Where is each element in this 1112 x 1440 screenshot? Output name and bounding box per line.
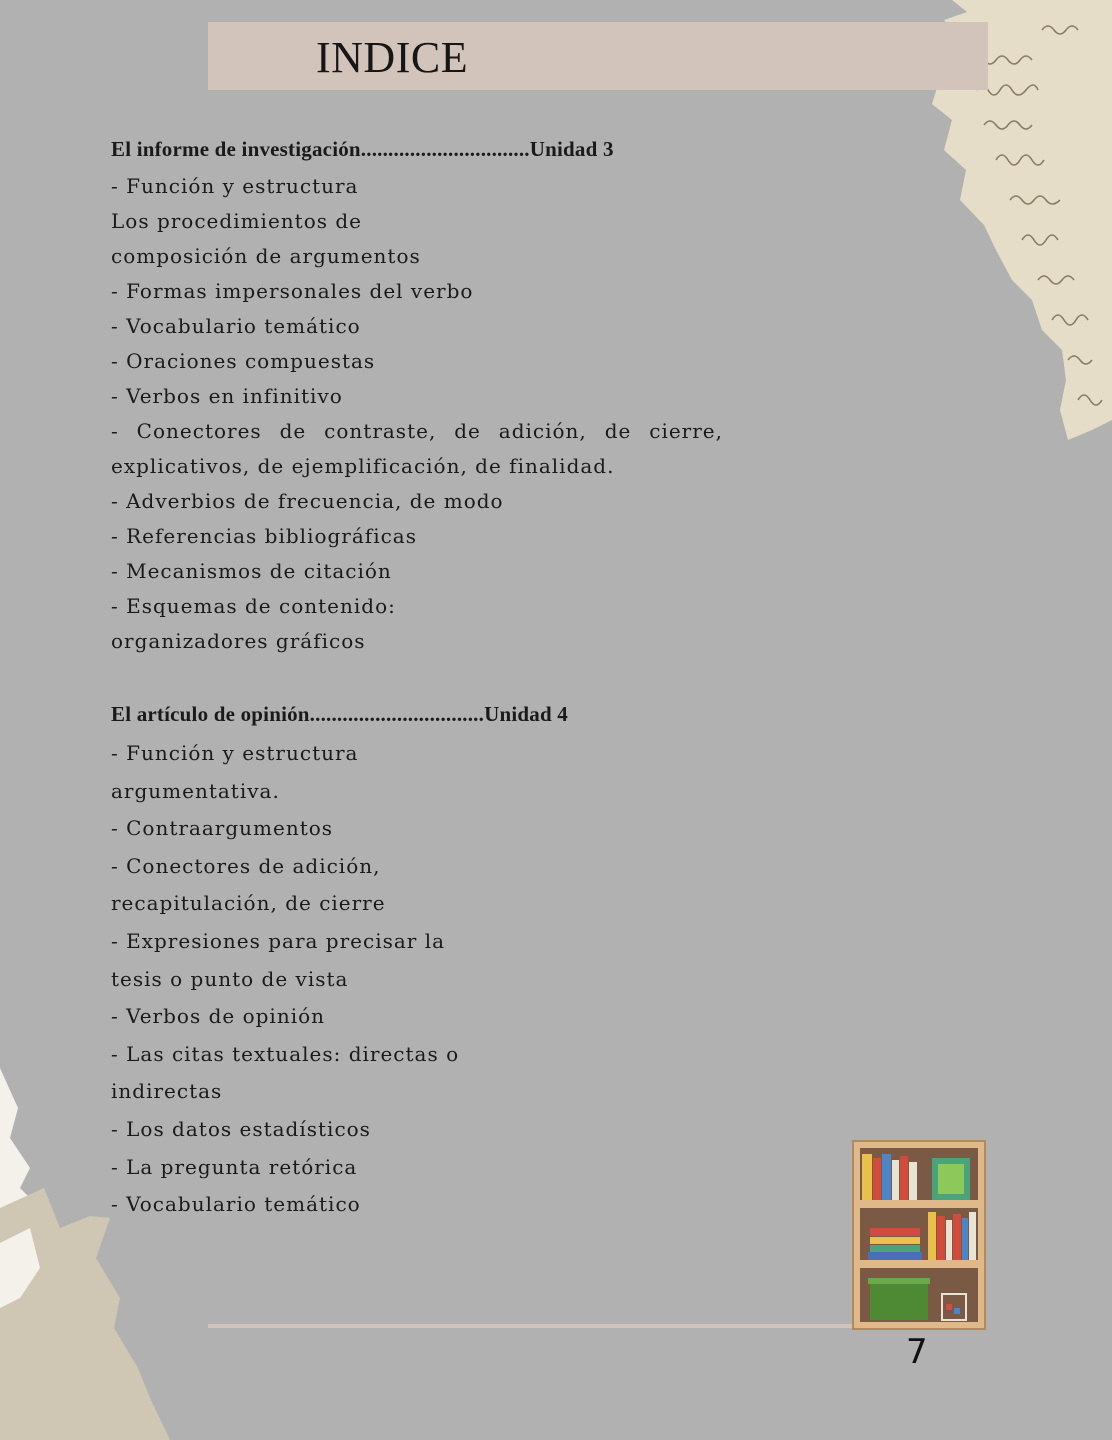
list-item: - Esquemas de contenido: bbox=[111, 594, 396, 618]
list-item: - Vocabulario temático bbox=[111, 314, 361, 338]
list-item: - Verbos de opinión bbox=[111, 1004, 326, 1029]
list-item: - Adverbios de frecuencia, de modo bbox=[111, 489, 504, 513]
list-item: Los procedimientos de bbox=[111, 209, 362, 233]
section-heading: El artículo de opinión................................Unidad 4 bbox=[111, 702, 568, 726]
list-item: - Conectores de adición, bbox=[111, 853, 381, 878]
list-item: composición de argumentos bbox=[111, 244, 421, 268]
list-item: - Las citas textuales: directas o bbox=[111, 1041, 460, 1066]
index-content bbox=[111, 134, 723, 1224]
list-item: - Mecanismos de citación bbox=[111, 559, 392, 583]
list-item: - Los datos estadísticos bbox=[111, 1116, 371, 1141]
bookshelf-icon bbox=[852, 1140, 986, 1330]
list-item: organizadores gráficos bbox=[111, 629, 366, 653]
list-item: indirectas bbox=[111, 1079, 223, 1104]
list-item: argumentativa. bbox=[111, 778, 280, 803]
list-item: - Función y estructura bbox=[111, 174, 359, 198]
list-item: - Oraciones compuestas bbox=[111, 349, 376, 373]
footer-divider bbox=[208, 1324, 856, 1328]
list-item: - Conectores de contraste, de adición, de cierre, bbox=[111, 419, 723, 443]
index-section-unidad-4 bbox=[111, 699, 723, 1224]
list-item: - Función y estructura bbox=[111, 741, 359, 765]
list-item: - Contraargumentos bbox=[111, 816, 334, 841]
list-item: recapitulación, de cierre bbox=[111, 891, 386, 916]
index-section-unidad-3 bbox=[111, 134, 723, 659]
list-item: explicativos, de ejemplificación, de finalidad. bbox=[111, 454, 615, 478]
list-item: - Verbos en infinitivo bbox=[111, 384, 343, 408]
list-item: - Vocabulario temático bbox=[111, 1192, 361, 1217]
list-item: - Formas impersonales del verbo bbox=[111, 279, 474, 303]
page-title: INDICE bbox=[316, 33, 469, 82]
page-number: 7 bbox=[906, 1332, 928, 1372]
list-item: tesis o punto de vista bbox=[111, 966, 349, 991]
list-item: - La pregunta retórica bbox=[111, 1154, 358, 1179]
list-item: - Expresiones para precisar la bbox=[111, 928, 446, 953]
section-heading: El informe de investigación...............................Unidad 3 bbox=[111, 137, 614, 161]
list-item: - Referencias bibliográficas bbox=[111, 524, 417, 548]
